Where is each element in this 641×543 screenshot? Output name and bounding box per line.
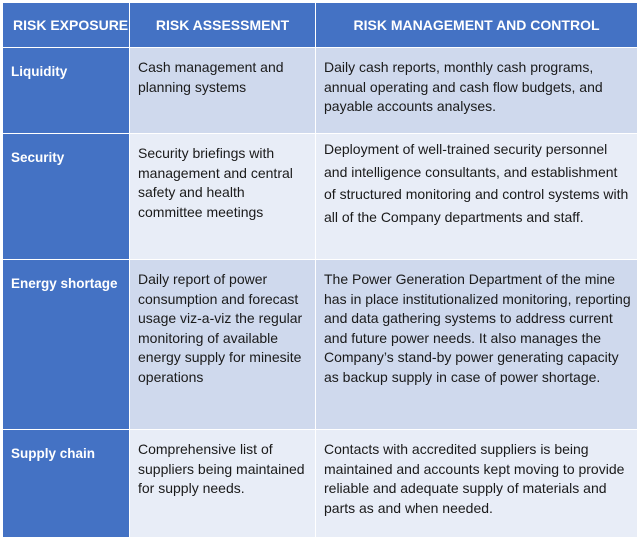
- table-row: [3, 48, 638, 134]
- risk-management-cell: Daily cash reports, monthly cash programs, annual operating and cash flow budgets, and payable accounts analyses.: [316, 48, 638, 134]
- table-row: [3, 134, 638, 260]
- risk-table: [2, 2, 638, 538]
- risk-assessment-cell: Cash management and planning systems: [130, 48, 316, 134]
- risk-management-cell: Deployment of well-trained security personnel and intelligence consultants, and establishment of structured monitoring and control systems with all of the Company departments and staff.: [316, 134, 638, 260]
- table-row: [3, 260, 638, 430]
- risk-management-cell: The Power Generation Department of the mine has in place institutionalized monitoring, reporting and data gathering systems to address current and future power needs. It also manages the Company’s stand-by power generating capacity as backup supply in case of power shortage.: [316, 260, 638, 430]
- risk-exposure-liquidity: Liquidity: [3, 48, 130, 134]
- risk-assessment-cell: Comprehensive list of suppliers being maintained for supply needs.: [130, 430, 316, 538]
- header-risk-management: RISK MANAGEMENT AND CONTROL: [316, 3, 638, 48]
- risk-assessment-cell: Security briefings with management and central safety and health committee meetings: [130, 134, 316, 260]
- risk-exposure-supply-chain: Supply chain: [3, 430, 130, 538]
- risk-assessment-cell: Daily report of power consumption and forecast usage viz-a-viz the regular monitoring of available energy supply for minesite operations: [130, 260, 316, 430]
- header-row: [3, 3, 638, 48]
- header-risk-assessment: RISK ASSESSMENT: [130, 3, 316, 48]
- risk-exposure-security: Security: [3, 134, 130, 260]
- risk-management-cell: Contacts with accredited suppliers is being maintained and accounts kept moving to provide reliable and adequate supply of materials and parts as and when needed.: [316, 430, 638, 538]
- table-row: [3, 430, 638, 538]
- risk-exposure-energy-shortage: Energy shortage: [3, 260, 130, 430]
- header-risk-exposure: RISK EXPOSURE: [3, 3, 130, 48]
